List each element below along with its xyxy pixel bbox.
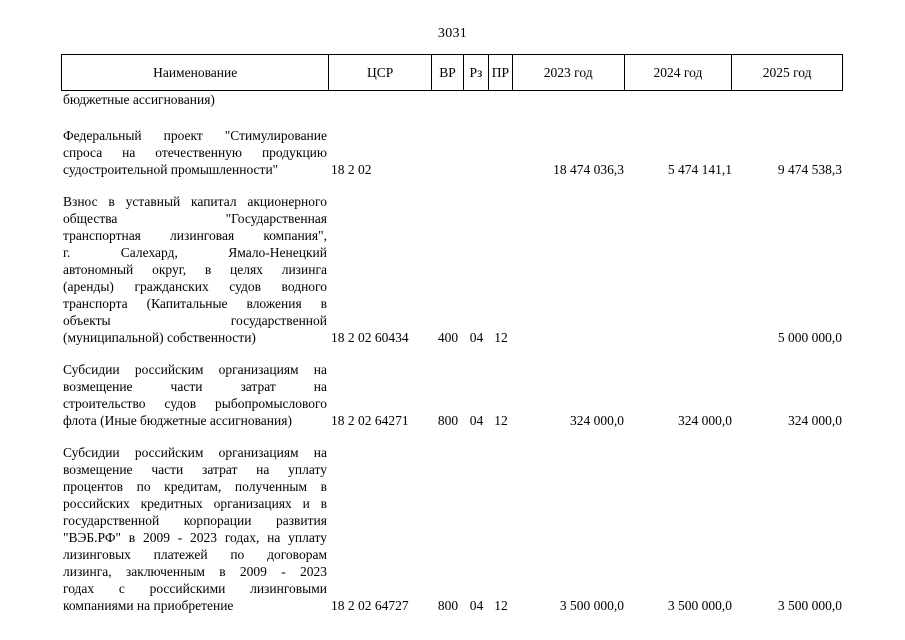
row-pr: 12: [494, 413, 508, 428]
row-name-line: общества "Государственная: [63, 211, 327, 226]
row-csr: 18 2 02: [331, 162, 372, 177]
header-name: Наименование: [62, 55, 329, 90]
header-csr: ЦСР: [329, 55, 432, 90]
row-name-line: Субсидии российским организациям на: [63, 445, 327, 460]
row-2025: 5 000 000,0: [777, 330, 842, 345]
row-name-line: возмещение части затрат на уплату: [63, 462, 327, 477]
row-gap: [61, 178, 843, 193]
row-gap: [61, 346, 843, 361]
row-rz: 04: [469, 330, 484, 345]
row-rz: 04: [469, 598, 484, 613]
row-name-line: флота (Иные бюджетные ассигнования): [63, 413, 292, 428]
row-name-line: (муниципальной) собственности): [63, 330, 256, 345]
row-rz: 04: [469, 413, 484, 428]
row-name: [61, 193, 329, 346]
row-2025: 324 000,0: [788, 413, 842, 428]
row-name-line: бюджетные ассигнования): [63, 92, 215, 107]
header-rz: Рз: [464, 55, 489, 90]
row-2024: 5 474 141,1: [667, 162, 732, 177]
row-name: [61, 127, 329, 178]
row-name-line: автономный округ, в целях лизинга: [63, 262, 327, 277]
row-name-line: лизинговых платежей по договорам: [63, 547, 327, 562]
row-name: [61, 91, 329, 108]
row-gap: [61, 108, 843, 127]
row-vr: 800: [437, 598, 459, 613]
row-name-line: строительство судов рыбопромыслового: [63, 396, 327, 411]
row-name-line: российских кредитных организациях и в: [63, 496, 327, 511]
row-name-line: процентов по кредитам, полученным в: [63, 479, 327, 494]
row-name-line: г. Салехард, Ямало-Ненецкий: [63, 245, 327, 260]
table-row: [61, 91, 843, 108]
row-csr: 18 2 02 60434: [331, 330, 409, 345]
table-body: [61, 91, 843, 614]
table-row: [61, 361, 843, 429]
row-name-line: (аренды) гражданских судов водного: [63, 279, 327, 294]
row-name-line: Субсидии российским организациям на: [63, 362, 327, 377]
row-name: [61, 444, 329, 614]
row-pr: 12: [494, 330, 508, 345]
row-2024: 324 000,0: [678, 413, 732, 428]
row-name-line: возмещение части затрат на: [63, 379, 327, 394]
table-header: [61, 54, 843, 91]
row-2025: 3 500 000,0: [777, 598, 842, 613]
row-vr: 400: [437, 330, 459, 345]
header-vr: ВР: [432, 55, 464, 90]
row-vr: 800: [437, 413, 459, 428]
row-2024: 3 500 000,0: [667, 598, 732, 613]
page-number: 3031: [437, 26, 468, 41]
row-csr: 18 2 02 64727: [331, 598, 409, 613]
table-row: [61, 444, 843, 614]
header-2024: 2024 год: [625, 55, 733, 90]
row-name-line: компаниями на приобретение: [63, 598, 234, 613]
row-name-line: транспортная лизинговая компания",: [63, 228, 327, 243]
row-name-line: лизинга, заключенным в 2009 - 2023: [63, 564, 327, 579]
row-2023: 3 500 000,0: [559, 598, 624, 613]
row-2023: 18 474 036,3: [553, 162, 624, 177]
row-name-line: транспорта (Капитальные вложения в: [63, 296, 327, 311]
row-gap: [61, 429, 843, 444]
row-name-line: объекты государственной: [63, 313, 327, 328]
row-csr: 18 2 02 64271: [331, 413, 409, 428]
row-name-line: судостроительной промышленности": [63, 162, 279, 177]
table-row: [61, 193, 843, 346]
table-row: [61, 127, 843, 178]
row-name-line: "ВЭБ.РФ" в 2009 - 2023 годах, на уплату: [63, 530, 327, 545]
header-2023: 2023 год: [513, 55, 625, 90]
row-pr: 12: [494, 598, 508, 613]
row-name: [61, 361, 329, 429]
row-name-line: государственной корпорации развития: [63, 513, 327, 528]
row-name-line: спроса на отечественную продукцию: [63, 145, 327, 160]
row-name-line: Взнос в уставный капитал акционерного: [63, 194, 327, 209]
header-2025: 2025 год: [762, 64, 812, 80]
row-2023: 324 000,0: [570, 413, 624, 428]
row-name-line: годах с российскими лизинговыми: [63, 581, 327, 596]
row-2025: 9 474 538,3: [777, 162, 842, 177]
row-name-line: Федеральный проект "Стимулирование: [63, 128, 327, 143]
header-pr: ПР: [489, 55, 513, 90]
